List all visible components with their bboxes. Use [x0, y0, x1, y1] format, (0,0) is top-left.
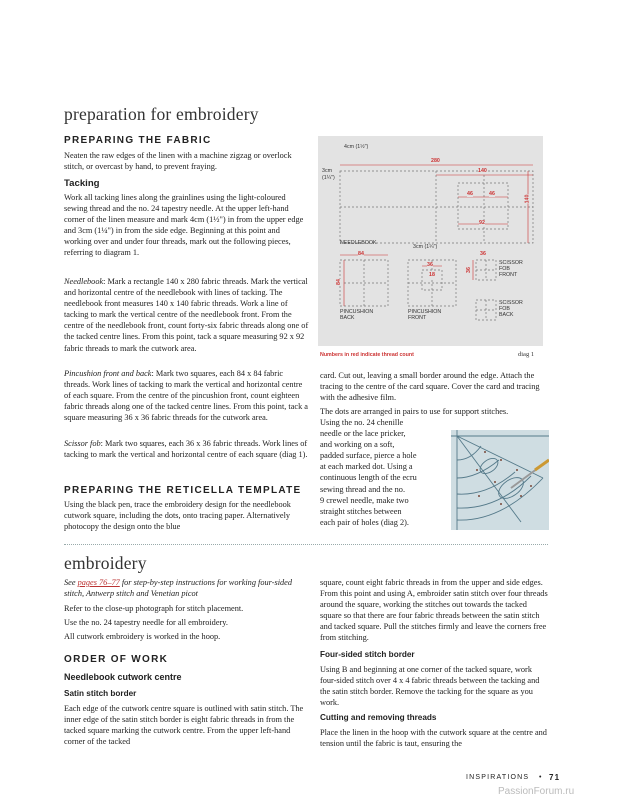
dots-line: needle or the lace pricker,: [320, 429, 406, 439]
section-title-preparation: preparation for embroidery: [64, 104, 259, 124]
heading-preparing-fabric: PREPARING THE FABRIC: [64, 135, 212, 146]
reticella-template-photo: [451, 430, 549, 530]
footer-section-name: INSPIRATIONS: [466, 774, 530, 781]
dots-line: 9 crewel needle, make two: [320, 495, 409, 505]
dots-line: at each marked dot. Using a: [320, 462, 413, 472]
section-title-embroidery: embroidery: [64, 553, 147, 573]
pincushion-paragraph: [64, 368, 309, 423]
label-36-fob: 36: [480, 251, 486, 257]
label-fob-back-line1: SCISSOR: [499, 300, 523, 306]
label-fob-back-line3: BACK: [499, 312, 514, 318]
label-pincushion-front-line1: PINCUSHION: [408, 309, 442, 315]
needlebook-text: : Mark a rectangle 140 x 280 fabric threads. Mark the vertical and horizontal centre of the needlebook with lines of tacking. The needlebook front measures 140 x 140 fabric threads. Work a line of tacking to mark the vertical centre of the needlebook front. From the centre of the needlebook front, count forty-six fabric threads along one of the tacked centre lines. From this point, tack a square measuring 92 x 92 fabric threads to mark the cutwork area.: [64, 277, 309, 353]
needlebook-paragraph: [64, 276, 309, 354]
dots-line: straight stitches between: [320, 506, 402, 516]
heading-needlebook-centre: Needlebook cutwork centre: [64, 672, 182, 682]
scissor-label: Scissor fob: [64, 439, 101, 448]
label-36-fob-vertical: 36: [465, 267, 472, 273]
heading-satin-border: Satin stitch border: [64, 689, 137, 698]
diagram-number: diag 1: [518, 351, 535, 358]
watermark: PassionForum.ru: [498, 786, 575, 797]
label-3cm-gap: 3cm (1¼"): [413, 244, 438, 250]
footer-bullet: •: [539, 774, 543, 781]
label-92: 92: [479, 220, 485, 226]
label-46-left: 46: [467, 191, 473, 197]
label-needlebook: NEEDLEBOOK: [340, 240, 377, 246]
label-280: 280: [431, 158, 440, 164]
label-pincushion-front: [408, 309, 441, 321]
section-divider: [64, 544, 548, 545]
label-fob-back-line2: FOB: [499, 306, 510, 312]
label-3cm: 3cm: [322, 168, 333, 174]
heading-tacking: Tacking: [64, 178, 100, 189]
heading-order-of-work: ORDER OF WORK: [64, 654, 169, 665]
satin-paragraph: Each edge of the cutwork centre square is outlined with satin stitch. The inner edge of the satin stitch border is eight fabric threads in from the tacked square marking the cutwork centre. From the upper left-hand corner of the tacked: [64, 704, 304, 747]
heading-cutting: Cutting and removing threads: [320, 713, 437, 722]
needle-paragraph: Use the no. 24 tapestry needle for all embroidery.: [64, 618, 228, 627]
see-suffix: for step-by-step instructions for working four-sided stitch, Antwerp stitch and Venetian picot: [64, 578, 292, 599]
cutwork-hoop-paragraph: All cutwork embroidery is worked in the hoop.: [64, 632, 221, 641]
label-84-vertical: 84: [335, 279, 342, 285]
template-photo-graphic: [451, 430, 549, 530]
heading-four-sided: Four-sided stitch border: [320, 650, 415, 659]
label-pincushion-front-line2: FRONT: [408, 315, 427, 321]
label-fob-front-line1: SCISSOR: [499, 260, 523, 266]
pincushion-label: Pincushion front and back: [64, 369, 152, 378]
scissor-paragraph: [64, 438, 309, 460]
scissor-text: : Mark two squares, each 36 x 36 fabric threads. Work lines of tacking to mark the vertical and horizontal centre of each square (diag 1).: [64, 439, 308, 460]
label-46-right: 46: [489, 191, 495, 197]
dots-line: each pair of holes (diag 2).: [320, 517, 409, 527]
needlebook-label: Needlebook: [64, 277, 104, 286]
label-pincushion-back-line1: PINCUSHION: [340, 309, 374, 315]
label-fob-front: [499, 260, 523, 278]
dots-paragraph: [320, 417, 450, 528]
label-pincushion-back-line2: BACK: [340, 315, 355, 321]
label-fob-front-line3: FRONT: [499, 272, 518, 278]
dots-line: sewing thread and the no.: [320, 484, 406, 494]
dots-line: Using the no. 24 chenille: [320, 418, 404, 427]
label-84: 84: [358, 251, 364, 257]
dots-line: and working on a soft,: [320, 440, 395, 450]
cutting-paragraph: Place the linen in the hoop with the cutwork square at the centre and tension until the fabric is taut, ensuring the: [320, 728, 547, 749]
label-140: 140: [478, 168, 487, 174]
label-36-pincushion: 36: [427, 262, 433, 268]
refer-paragraph: Refer to the close-up photograph for stitch placement.: [64, 604, 244, 613]
diagram-caption: Numbers in red indicate thread count: [320, 352, 414, 358]
card-paragraph: card. Cut out, leaving a small border around the edge. Attach the tracing to the centre of the card square. Cover the card and tracing with the adhesive film.: [320, 371, 540, 403]
dots-line: padded surface, pierce a hole: [320, 451, 417, 461]
label-140-vertical: 140: [524, 194, 531, 204]
see-pages-note: [64, 577, 309, 599]
tacking-paragraph: Work all tacking lines along the grainlines using the light-coloured sewing thread and the no. 24 tapestry needle. At the upper left-hand corner of the linen measure and mark 4cm (1½") in from the upper edge and 3cm (1¼") in from the side edge. Beginning at this point and working over and under four threads, mark out the following pieces, referring to diagram 1.: [64, 193, 304, 258]
label-3cm-inch: (1¼"): [322, 175, 335, 181]
see-prefix: See: [64, 578, 78, 587]
label-pincushion-back: [340, 309, 373, 321]
pages-link[interactable]: pages 76–77: [77, 578, 120, 587]
dots-intro: The dots are arranged in pairs to use for support stitches.: [320, 407, 509, 416]
heading-reticella: PREPARING THE RETICELLA TEMPLATE: [64, 485, 302, 496]
fabric-paragraph: Neaten the raw edges of the linen with a machine zigzag or overlock stitch, or overcast by hand, to prevent fraying.: [64, 151, 292, 172]
pincushion-text: : Mark two squares, each 84 x 84 fabric threads. Work lines of tacking to mark the vertical and horizontal centre of each square. From the centre of the pincushion front, count eighteen fabric threads along one of the tacked centre lines. From this point, tack a square measuring 36 x 36 fabric threads for the cutwork area.: [64, 369, 308, 423]
label-fob-front-line2: FOB: [499, 266, 510, 272]
four-sided-paragraph: Using B and beginning at one corner of the tacked square, work four-sided stitch over 4 x 4 fabric threads between the tacking and the satin stitch border. Remove the tacking for the square as you work.: [320, 665, 540, 708]
satin-continued-paragraph: square, count eight fabric threads in from the upper and side edges. From this point and using A, embroider satin stitch over four threads around the square, working the stitches out towards the tacked square so that there are four fabric threads between the satin stitch and tacked square. Pull the stitches firmly and leave the corners free from stitching.: [320, 578, 548, 643]
reticella-paragraph: Using the black pen, trace the embroidery design for the needlebook cutwork square, including the dots, onto tracing paper. Alternatively photocopy the design onto the blue: [64, 500, 291, 532]
dots-line: continuous length of the ecru: [320, 473, 417, 483]
label-fob-back: [499, 300, 523, 318]
page-number: 71: [549, 773, 561, 782]
label-4cm: 4cm (1½"): [344, 144, 369, 150]
label-18: 18: [429, 272, 435, 278]
diagram-1: [318, 136, 543, 346]
